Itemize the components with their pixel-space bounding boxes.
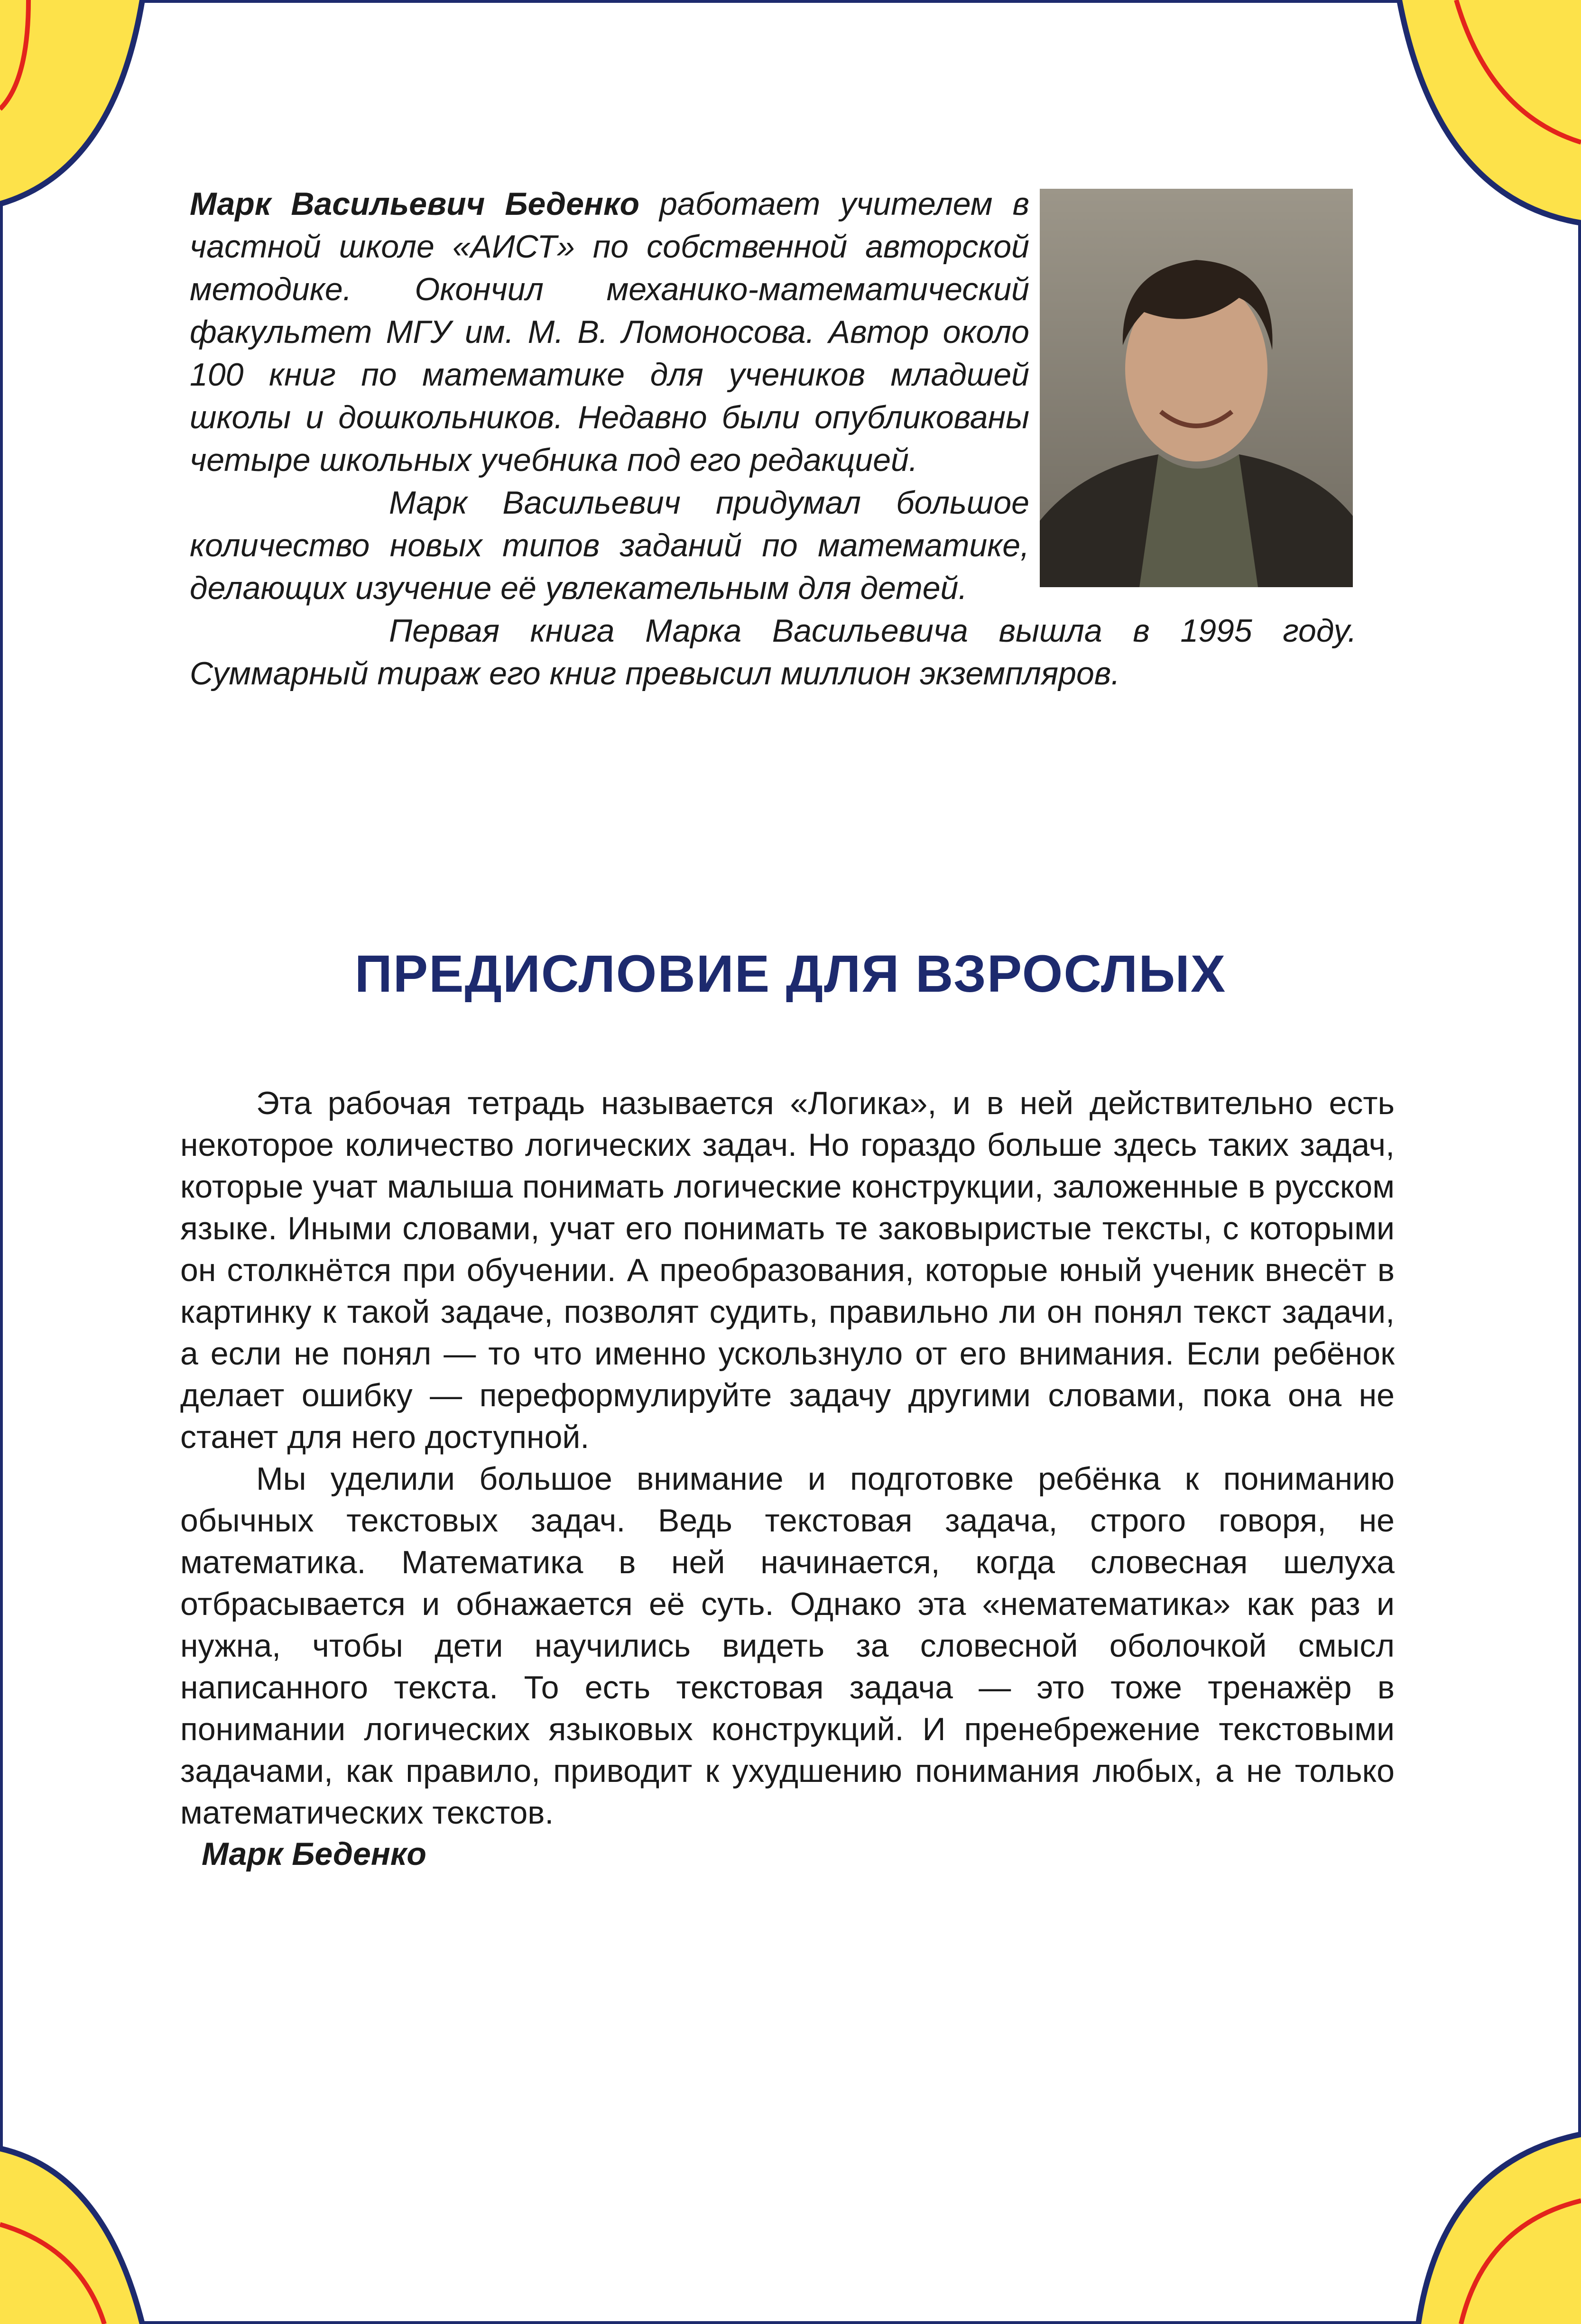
- preface-body: [180, 1082, 1395, 1834]
- preface-paragraph-2: Мы уделили большое внимание и подготовке ребёнка к пониманию обычных текстовых задач. Ведь текстовая задача, строго говоря, не математика. Математика в ней начинается, когда словесная шелуха отбрасывается и обнажается её суть. Однако эта «нематематика» как раз и нужна, чтобы дети научились видеть за словесной оболочкой смысл написанного текста. То есть текстовая задача — это тоже тренажёр в понимании логических языковых конструкций. И пренебрежение текстовыми задачами, как правило, приводит к ухудшению понимания любых, а не только математических текстов.: [180, 1461, 1395, 1831]
- photo-placeholder: [1029, 183, 1357, 590]
- corner-accent-bottom-left: [0, 2224, 104, 2324]
- corner-accent-top-left: [0, 0, 28, 109]
- corner-accent-bottom-right: [1461, 2201, 1581, 2324]
- author-bio: [190, 183, 1357, 695]
- page-title: ПРЕДИСЛОВИЕ ДЛЯ ВЗРОСЛЫХ: [354, 945, 1227, 1003]
- signature: Марк Беденко: [202, 1836, 426, 1872]
- bio-intro-text: работает учителем в частной школе «АИСТ» по собственной авторской методике. Окончил механико-математический факультет МГУ им. М. В. Ломоносова. Автор около 100 книг по математике для учеников младшей школы и дошкольников. Недавно были опубликованы четыре школьных учебника под его редакцией.: [190, 186, 1029, 478]
- corner-accent-top-right: [1456, 0, 1581, 142]
- bio-paragraph-3: Первая книга Марка Васильевича вышла в 1995 году. Суммарный тираж его книг превысил миллион экземпляров.: [190, 613, 1357, 692]
- preface-paragraph-1: Эта рабочая тетрадь называется «Логика», и в ней действительно есть некоторое количество логических задач. Но гораздо больше здесь таких задач, которые учат малыша понимать логические конструкции, заложенные в русском языке. Иными словами, учат его понимать те заковыристые тексты, с которыми он столкнётся при обучении. А преобразования, которые юный ученик внесёт в картинку к такой задаче, позволят судить, правильно ли он понял текст задачи, а если не понял — то что именно ускользнуло от его внимания. Если ребёнок делает ошибку — переформулируйте задачу другими словами, пока она не станет для него доступной.: [180, 1085, 1395, 1455]
- author-name: Марк Васильевич Беденко: [190, 186, 640, 222]
- bio-paragraph-2: Марк Васильевич придумал большое количество новых типов заданий по математике, делающих изучение её увлекательным для детей.: [190, 485, 1029, 606]
